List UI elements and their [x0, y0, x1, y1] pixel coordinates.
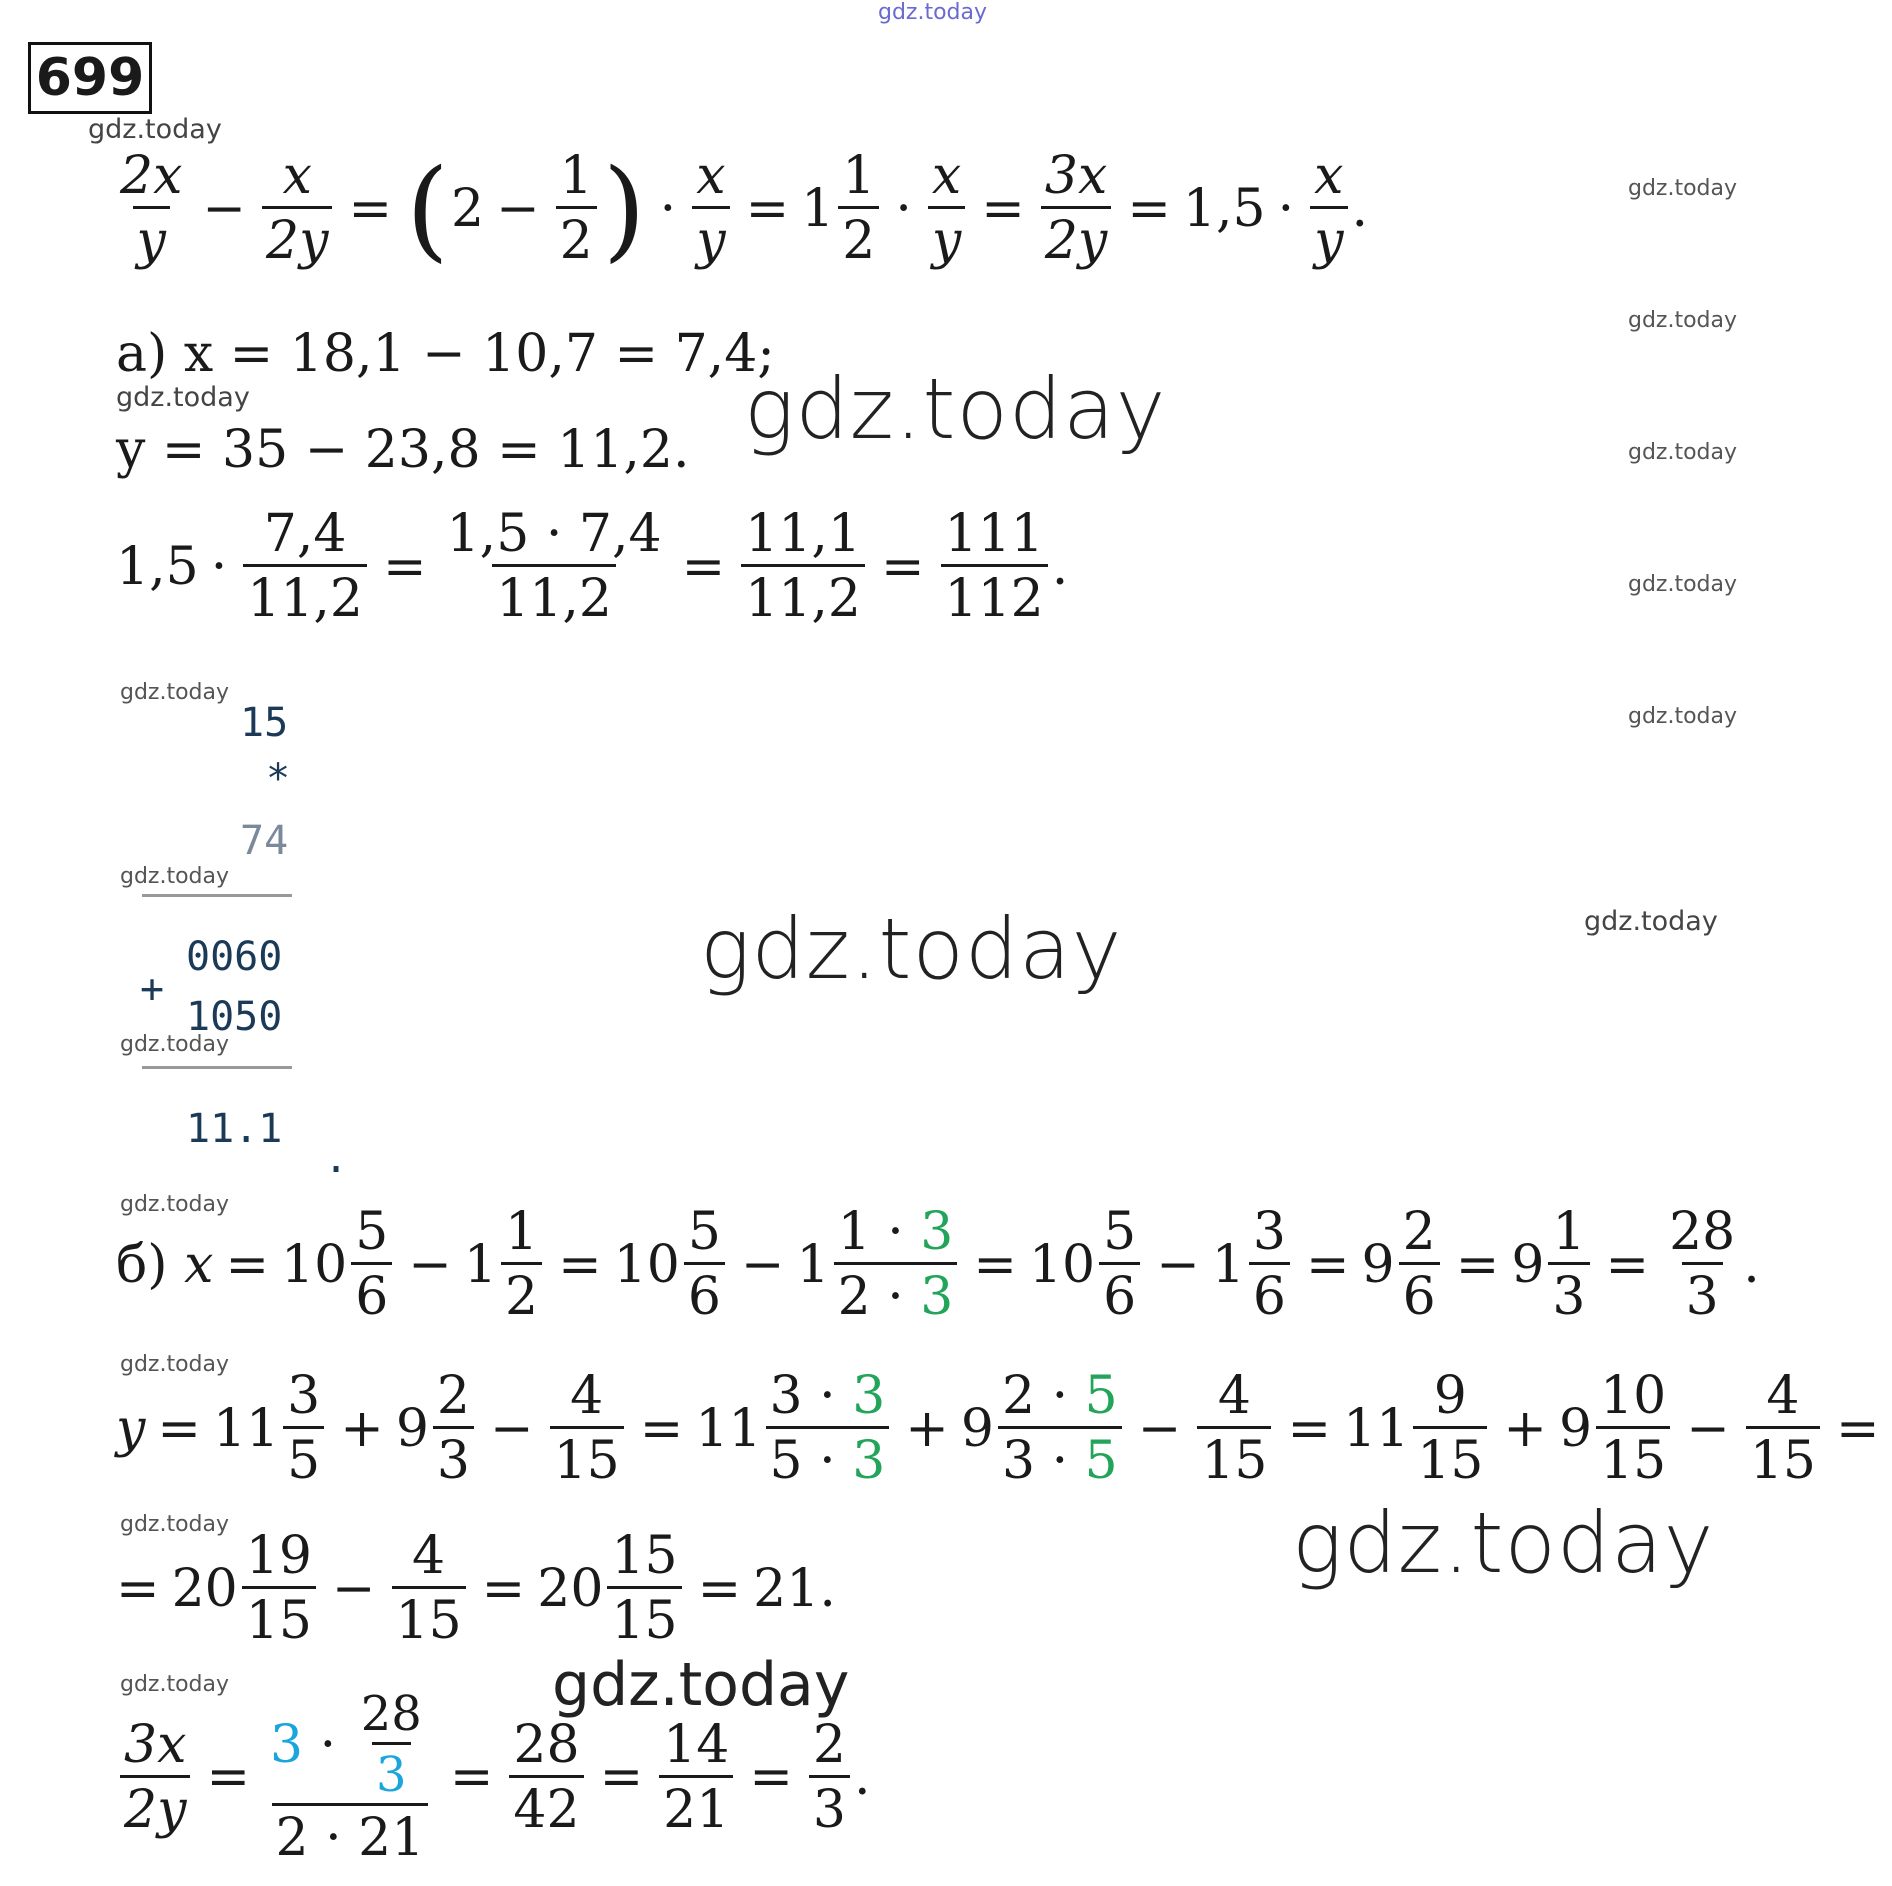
watermark: gdz.today	[120, 1352, 230, 1377]
part-b-x: б) x = 10 $\frac{5}{6}$ − 1 $\frac{1}{2}$ = 10 $\frac{5}{6}$ − 1 $\frac{1 \cdot 3}{2 \cdot 3}$ = 10 $\frac{5}{6}$ − 1 $\frac{3}{6}$ = 9 $\frac{2}{6}$ = 9 $\frac{1}{3}$ = $\frac{28}{3}$ .	[116, 1202, 1760, 1327]
watermark: gdz.today	[120, 1192, 230, 1217]
part-b-final: $\frac{3x}{2y}$ = 3 · $\frac{28}{3}$ 2 · 21 = $\frac{28}{42}$ = $\frac{14}{21}$ = $\frac{2}{3}$ .	[116, 1690, 871, 1864]
column-line	[142, 894, 292, 897]
column-b: 74	[240, 818, 289, 864]
watermark: gdz.today	[1628, 308, 1738, 333]
watermark: gdz.today	[1628, 176, 1738, 201]
top-watermark: gdz.today	[878, 0, 988, 25]
watermark: gdz.today	[1584, 906, 1718, 937]
column-result: 11.1	[186, 1106, 283, 1152]
part-b-y-cont: = 20 $\frac{19}{15}$ − $\frac{4}{15}$ = 20 $\frac{15}{15}$ = 21 .	[116, 1526, 836, 1651]
watermark-large: gdz.today	[1292, 1494, 1715, 1592]
watermark: gdz.today	[1628, 572, 1738, 597]
column-dot: .	[324, 1136, 349, 1182]
part-b-y: y = 11 $\frac{3}{5}$ + 9 $\frac{2}{3}$ − $\frac{4}{15}$ = 11 $\frac{3 \cdot 3}{5 \cdot 3}$ + 9 $\frac{2 \cdot 5}{3 \cdot 5}$ − $\frac{4}{15}$ = 11 $\frac{9}{15}$ + 9 $\frac{10}{15}$ − $\frac{4}{15}$ =	[116, 1366, 1880, 1491]
watermark: gdz.today	[88, 114, 222, 145]
column-p2: 1050	[186, 994, 283, 1040]
column-op: *	[266, 756, 291, 802]
watermark: gdz.today	[120, 1672, 230, 1697]
watermark-large: gdz.today	[700, 900, 1123, 998]
watermark: gdz.today	[120, 1032, 230, 1057]
watermark: gdz.today	[120, 680, 230, 705]
watermark: gdz.today	[1628, 704, 1738, 729]
part-a-y: y = 35 − 23,8 = 11,2.	[116, 420, 690, 480]
watermark-medium: gdz.today	[552, 1650, 850, 1720]
column-a: 15	[240, 700, 289, 746]
column-line	[142, 1066, 292, 1069]
column-p1: 0060	[186, 934, 283, 980]
column-plus: +	[140, 966, 165, 1012]
part-a-x: а) x = 18,1 − 10,7 = 7,4;	[116, 324, 775, 384]
watermark: gdz.today	[120, 864, 230, 889]
watermark: gdz.today	[1628, 440, 1738, 465]
watermark: gdz.today	[120, 1512, 230, 1537]
watermark: gdz.today	[116, 382, 250, 413]
watermark-large: gdz.today	[744, 360, 1167, 458]
problem-number: 699	[28, 42, 152, 114]
part-a-calc: 1,5 · $\frac{7,4}{11,2}$ = $\frac{1,5 \cdot 7,4}{11,2}$ = $\frac{11,1}{11,2}$ = $\frac{111}{112}$ .	[116, 504, 1069, 629]
equation-line-1: $\frac{2x}{y}$ − $\frac{x}{2y}$ = ( 2 − $\frac{1}{2}$ ) · $\frac{x}{y}$ = 1 $\frac{1}{2}$ · $\frac{x}{y}$ = $\frac{3x}{2y}$ = 1,5 · $\frac{x}{y}$ .	[120, 144, 1369, 273]
